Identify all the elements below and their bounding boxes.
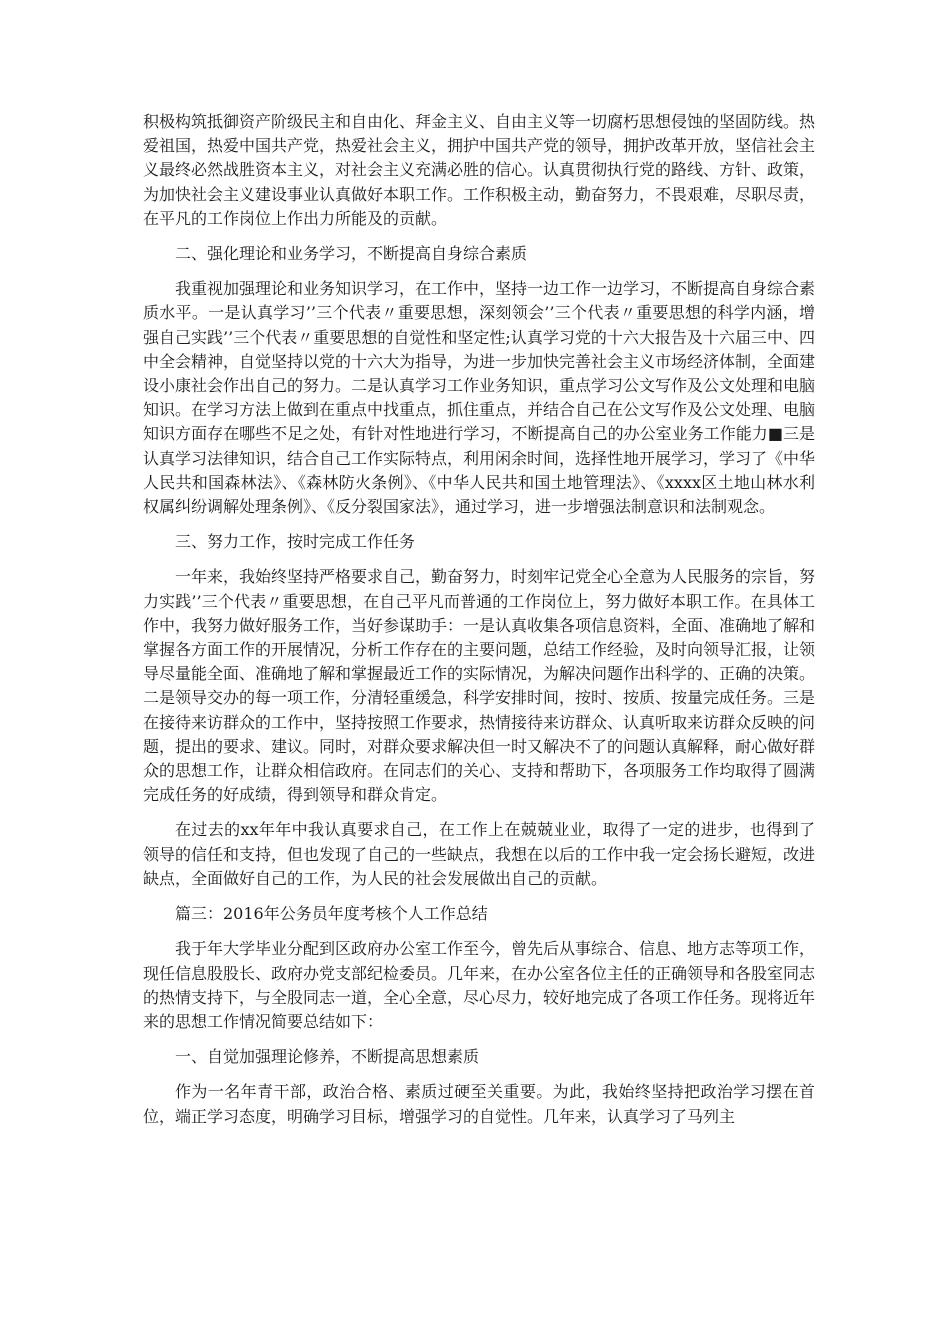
body-paragraph: 积极构筑抵御资产阶级民主和自由化、拜金主义、自由主义等一切腐朽思想侵蚀的坚固防线。热爱祖国，热爱中国共产党，热爱社会主义，拥护中国共产党的领导，拥护改革开放，坚信社会主义最终必然战胜资本主义，对社会主义充满必胜的信心。认真贯彻执行党的路线、方针、政策，为加快社会主义建设事业认真做好本职工作。工作积极主动，勤奋努力，不畏艰难，尽职尽责，在平凡的工作岗位上作出力所能及的贡献。 (143, 112, 816, 228)
document-page (143, 110, 815, 1140)
section-heading: 二、强化理论和业务学习，不断提高自身综合素质 (175, 244, 528, 264)
body-paragraph: 我于年大学毕业分配到区政府办公室工作至今，曾先后从事综合、信息、地方志等项工作，现任信息股股长、政府办党支部纪检委员。几年来，在办公室各位主任的正确领导和各股室同志的热情支持下，与全股同志一道，全心全意，尽心尽力，较好地完成了各项工作任务。现将近年来的思想工作情况简要总结如下： (143, 939, 816, 1031)
body-paragraph: 作为一名年青干部，政治合格、素质过硬至关重要。为此，我始终坚持把政治学习摆在首位，端正学习态度，明确学习目标，增强学习的自觉性。几年来，认真学习了马列主 (143, 1082, 815, 1126)
body-paragraph: 在过去的xx年年中我认真要求自己，在工作上在兢兢业业，取得了一定的进步，也得到了领导的信任和支持，但也发现了自己的一些缺点，我想在以后的工作中我一定会扬长避短，改进缺点，全面做好自己的工作，为人民的社会发展做出自己的贡献。 (143, 820, 816, 888)
body-paragraph: 我重视加强理论和业务知识学习，在工作中，坚持一边工作一边学习，不断提高自身综合素质水平。一是认真学习’’三个代表〃重要思想，深刻领会’’三个代表〃重要思想的科学内涵，增强自己实践’’三个代表〃重要思想的自觉性和坚定性;认真学习党的十六大报告及十六届三中、四中全会精神，自觉坚持以党的十六大为指导，为进一步加快完善社会主义市场经济体制，全面建设小康社会作出自己的努力。二是认真学习工作业务知识，重点学习公文写作及公文处理和电脑知识。在学习方法上做到在重点中找重点，抓住重点，并结合自己在公文写作及公文处理、电脑知识方面存在哪些不足之处，有针对性地进行学习，不断提高自己的办公室业务工作能力■三是认真学习法律知识，结合自己工作实际特点，利用闲余时间，选择性地开展学习，学习了《中华人民共和国森林法》、《森林防火条例》、《中华人民共和国土地管理法》、《xxxx区土地山林水利权属纠纷调解处理条例》、《反分裂国家法》，通过学习，进一步增强法制意识和法制观念。 (143, 279, 816, 517)
section-heading: 三、努力工作，按时完成工作任务 (175, 532, 416, 552)
article-title: 篇三：2016年公务员年度考核个人工作总结 (175, 904, 488, 924)
body-paragraph: 一年来，我始终坚持严格要求自己，勤奋努力，时刻牢记党全心全意为人民服务的宗旨，努力实践’’三个代表〃重要思想，在自己平凡而普通的工作岗位上，努力做好本职工作。在具体工作中，我努力做好服务工作，当好参谋助手：一是认真收集各项信息资料，全面、准确地了解和掌握各方面工作的开展情况，分析工作存在的主要问题，总结工作经验，及时向领导汇报，让领导尽量能全面、准确地了解和掌握最近工作的实际情况，为解决问题作出科学的、正确的决策。二是领导交办的每一项工作，分清轻重缓急，科学安排时间，按时、按质、按量完成任务。三是在接待来访群众的工作中，坚持按照工作要求，热情接待来访群众、认真听取来访群众反映的问题，提出的要求、建议。同时，对群众要求解决但一时又解决不了的问题认真解释，耐心做好群众的思想工作，让群众相信政府。在同志们的关心、支持和帮助下，各项服务工作均取得了圆满完成任务的好成绩，得到领导和群众肯定。 (143, 567, 816, 805)
section-heading: 一、自觉加强理论修养，不断提高思想素质 (175, 1047, 480, 1067)
